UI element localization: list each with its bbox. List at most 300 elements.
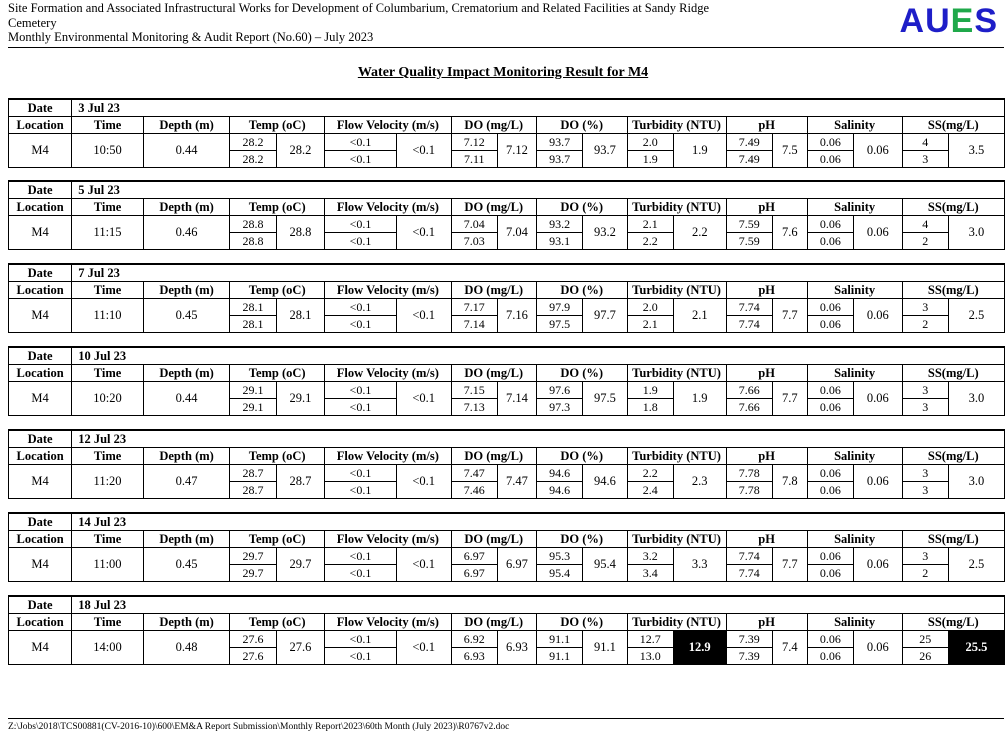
turb-average: 12.9 (673, 631, 726, 665)
time-value: 11:20 (72, 465, 144, 499)
flow-reading-1: <0.1 (325, 548, 397, 565)
ss-average: 2.5 (948, 299, 1004, 333)
monitoring-block (8, 98, 1005, 168)
do-pct-header: DO (%) (536, 614, 627, 631)
ss-reading-1: 3 (902, 299, 948, 316)
page-title: Water Quality Impact Monitoring Result for M4 (357, 65, 649, 80)
result-table (8, 180, 1005, 250)
temp-reading-2: 29.1 (230, 399, 276, 416)
temp-reading-2: 28.8 (230, 233, 276, 250)
ss-header: SS(mg/L) (902, 531, 1004, 548)
ss-reading-2: 26 (902, 648, 948, 665)
flow-reading-2: <0.1 (325, 565, 397, 582)
temp-reading-1: 28.8 (230, 216, 276, 233)
result-table (8, 429, 1005, 499)
depth-header: Depth (m) (143, 282, 229, 299)
do-mg-reading-2: 7.03 (451, 233, 497, 250)
do-mg-header: DO (mg/L) (451, 117, 536, 134)
do-pct-average: 97.7 (583, 299, 627, 333)
do-pct-reading-2: 97.3 (536, 399, 582, 416)
time-value: 11:15 (72, 216, 144, 250)
flow-reading-2: <0.1 (325, 648, 397, 665)
depth-value: 0.45 (143, 548, 229, 582)
date-value: 18 Jul 23 (72, 596, 1005, 614)
flow-header: Flow Velocity (m/s) (325, 117, 451, 134)
flow-average: <0.1 (396, 465, 451, 499)
flow-average: <0.1 (396, 382, 451, 416)
flow-header: Flow Velocity (m/s) (325, 282, 451, 299)
depth-header: Depth (m) (143, 117, 229, 134)
time-value: 10:50 (72, 134, 144, 168)
sal-average: 0.06 (854, 631, 902, 665)
ph-reading-1: 7.78 (726, 465, 772, 482)
turb-reading-2: 3.4 (627, 565, 673, 582)
do-mg-header: DO (mg/L) (451, 365, 536, 382)
depth-header: Depth (m) (143, 199, 229, 216)
ph-average: 7.7 (772, 299, 807, 333)
flow-header: Flow Velocity (m/s) (325, 448, 451, 465)
flow-reading-2: <0.1 (325, 399, 397, 416)
ph-average: 7.7 (772, 548, 807, 582)
aues-logo (900, 2, 998, 40)
location-header: Location (9, 117, 72, 134)
ph-reading-1: 7.74 (726, 299, 772, 316)
depth-value: 0.48 (143, 631, 229, 665)
temp-reading-1: 28.1 (230, 299, 276, 316)
depth-header: Depth (m) (143, 365, 229, 382)
flow-reading-1: <0.1 (325, 134, 397, 151)
ph-header: pH (726, 199, 807, 216)
depth-header: Depth (m) (143, 531, 229, 548)
ph-average: 7.6 (772, 216, 807, 250)
do-pct-reading-1: 94.6 (536, 465, 582, 482)
date-value: 5 Jul 23 (72, 181, 1005, 199)
ph-reading-2: 7.66 (726, 399, 772, 416)
result-table (8, 263, 1005, 333)
date-value: 14 Jul 23 (72, 513, 1005, 531)
do-pct-reading-1: 93.2 (536, 216, 582, 233)
ss-reading-2: 2 (902, 316, 948, 333)
do-mg-reading-1: 7.47 (451, 465, 497, 482)
sal-reading-2: 0.06 (807, 316, 853, 333)
ss-header: SS(mg/L) (902, 199, 1004, 216)
sal-reading-2: 0.06 (807, 565, 853, 582)
do-mg-average: 7.14 (497, 382, 536, 416)
flow-reading-2: <0.1 (325, 482, 397, 499)
turb-average: 1.9 (673, 382, 726, 416)
turb-reading-2: 2.4 (627, 482, 673, 499)
ph-header: pH (726, 531, 807, 548)
temp-average: 28.1 (276, 299, 324, 333)
do-mg-average: 6.93 (497, 631, 536, 665)
flow-reading-2: <0.1 (325, 316, 397, 333)
result-table (8, 595, 1005, 665)
report-header (8, 1, 868, 45)
ss-reading-1: 4 (902, 216, 948, 233)
date-label: Date (9, 513, 72, 531)
do-pct-average: 93.2 (583, 216, 627, 250)
do-pct-reading-1: 95.3 (536, 548, 582, 565)
time-header: Time (72, 614, 144, 631)
ph-reading-2: 7.78 (726, 482, 772, 499)
do-mg-reading-1: 7.17 (451, 299, 497, 316)
depth-value: 0.47 (143, 465, 229, 499)
date-label: Date (9, 99, 72, 117)
depth-value: 0.46 (143, 216, 229, 250)
location-value: M4 (9, 465, 72, 499)
do-mg-reading-1: 7.12 (451, 134, 497, 151)
sal-reading-1: 0.06 (807, 382, 853, 399)
do-pct-header: DO (%) (536, 365, 627, 382)
ph-reading-1: 7.59 (726, 216, 772, 233)
turb-average: 2.3 (673, 465, 726, 499)
time-header: Time (72, 365, 144, 382)
ss-reading-2: 3 (902, 482, 948, 499)
header-line-2: Cemetery (8, 15, 57, 30)
flow-reading-1: <0.1 (325, 465, 397, 482)
do-pct-average: 97.5 (583, 382, 627, 416)
sal-reading-1: 0.06 (807, 216, 853, 233)
do-pct-reading-1: 93.7 (536, 134, 582, 151)
ph-average: 7.5 (772, 134, 807, 168)
ss-header: SS(mg/L) (902, 614, 1004, 631)
header-divider (8, 47, 1004, 48)
temp-average: 28.7 (276, 465, 324, 499)
temp-average: 28.2 (276, 134, 324, 168)
turb-header: Turbidity (NTU) (627, 531, 726, 548)
ph-reading-2: 7.49 (726, 151, 772, 168)
temp-reading-1: 27.6 (230, 631, 276, 648)
do-mg-header: DO (mg/L) (451, 282, 536, 299)
temp-average: 29.7 (276, 548, 324, 582)
date-label: Date (9, 430, 72, 448)
date-value: 10 Jul 23 (72, 347, 1005, 365)
location-header: Location (9, 614, 72, 631)
time-value: 11:10 (72, 299, 144, 333)
sal-reading-1: 0.06 (807, 548, 853, 565)
ss-header: SS(mg/L) (902, 365, 1004, 382)
location-value: M4 (9, 216, 72, 250)
temp-header: Temp (oC) (230, 531, 325, 548)
date-value: 3 Jul 23 (72, 99, 1005, 117)
ss-header: SS(mg/L) (902, 117, 1004, 134)
flow-header: Flow Velocity (m/s) (325, 531, 451, 548)
depth-value: 0.44 (143, 134, 229, 168)
sal-average: 0.06 (854, 216, 902, 250)
sal-header: Salinity (807, 117, 902, 134)
do-mg-reading-2: 6.93 (451, 648, 497, 665)
location-value: M4 (9, 134, 72, 168)
turb-reading-1: 2.0 (627, 134, 673, 151)
do-pct-reading-2: 95.4 (536, 565, 582, 582)
flow-reading-1: <0.1 (325, 382, 397, 399)
do-mg-average: 7.12 (497, 134, 536, 168)
sal-reading-1: 0.06 (807, 299, 853, 316)
flow-average: <0.1 (396, 548, 451, 582)
do-pct-reading-2: 93.1 (536, 233, 582, 250)
location-value: M4 (9, 631, 72, 665)
turb-reading-2: 1.8 (627, 399, 673, 416)
do-pct-reading-1: 91.1 (536, 631, 582, 648)
do-pct-header: DO (%) (536, 282, 627, 299)
monitoring-block (8, 263, 1005, 333)
time-header: Time (72, 117, 144, 134)
turb-reading-1: 2.0 (627, 299, 673, 316)
turb-header: Turbidity (NTU) (627, 365, 726, 382)
temp-reading-2: 29.7 (230, 565, 276, 582)
flow-average: <0.1 (396, 216, 451, 250)
sal-average: 0.06 (854, 134, 902, 168)
ph-average: 7.4 (772, 631, 807, 665)
do-pct-header: DO (%) (536, 199, 627, 216)
turb-reading-2: 2.1 (627, 316, 673, 333)
sal-average: 0.06 (854, 465, 902, 499)
temp-average: 29.1 (276, 382, 324, 416)
ph-reading-2: 7.74 (726, 316, 772, 333)
turb-average: 2.1 (673, 299, 726, 333)
turb-average: 3.3 (673, 548, 726, 582)
location-header: Location (9, 282, 72, 299)
ph-reading-2: 7.59 (726, 233, 772, 250)
header-line-1: Site Formation and Associated Infrastructural Works for Development of Columbarium, Crematorium and Related Facilities at Sandy Ridge (8, 1, 710, 15)
ph-average: 7.8 (772, 465, 807, 499)
logo-part-au: AU (899, 2, 951, 40)
sal-reading-2: 0.06 (807, 151, 853, 168)
logo-part-e: E (950, 2, 975, 40)
time-header: Time (72, 199, 144, 216)
ss-header: SS(mg/L) (902, 282, 1004, 299)
turb-header: Turbidity (NTU) (627, 614, 726, 631)
location-value: M4 (9, 299, 72, 333)
turb-reading-1: 1.9 (627, 382, 673, 399)
do-pct-header: DO (%) (536, 531, 627, 548)
do-pct-average: 91.1 (583, 631, 627, 665)
ph-header: pH (726, 117, 807, 134)
temp-header: Temp (oC) (230, 365, 325, 382)
do-mg-header: DO (mg/L) (451, 531, 536, 548)
do-mg-header: DO (mg/L) (451, 199, 536, 216)
ss-reading-2: 3 (902, 151, 948, 168)
flow-header: Flow Velocity (m/s) (325, 365, 451, 382)
turb-header: Turbidity (NTU) (627, 448, 726, 465)
do-mg-average: 7.04 (497, 216, 536, 250)
ph-reading-1: 7.74 (726, 548, 772, 565)
turb-header: Turbidity (NTU) (627, 199, 726, 216)
temp-reading-2: 27.6 (230, 648, 276, 665)
do-pct-average: 93.7 (583, 134, 627, 168)
ph-reading-2: 7.39 (726, 648, 772, 665)
ss-reading-1: 3 (902, 465, 948, 482)
sal-reading-2: 0.06 (807, 399, 853, 416)
monitoring-block (8, 429, 1005, 499)
monitoring-block (8, 595, 1005, 665)
time-header: Time (72, 282, 144, 299)
flow-reading-1: <0.1 (325, 299, 397, 316)
monitoring-block (8, 346, 1005, 416)
header-line-3: Monthly Environmental Monitoring & Audit Report (No.60) – July 2023 (8, 30, 374, 44)
temp-reading-2: 28.7 (230, 482, 276, 499)
sal-reading-1: 0.06 (807, 134, 853, 151)
time-value: 10:20 (72, 382, 144, 416)
do-mg-reading-2: 7.46 (451, 482, 497, 499)
do-pct-header: DO (%) (536, 117, 627, 134)
turb-average: 1.9 (673, 134, 726, 168)
date-value: 12 Jul 23 (72, 430, 1005, 448)
ss-average: 3.5 (948, 134, 1004, 168)
do-pct-average: 95.4 (583, 548, 627, 582)
date-label: Date (9, 596, 72, 614)
time-header: Time (72, 531, 144, 548)
flow-average: <0.1 (396, 134, 451, 168)
do-mg-reading-1: 7.04 (451, 216, 497, 233)
sal-header: Salinity (807, 614, 902, 631)
sal-header: Salinity (807, 531, 902, 548)
turb-reading-2: 13.0 (627, 648, 673, 665)
ss-average: 3.0 (948, 382, 1004, 416)
do-mg-reading-2: 7.14 (451, 316, 497, 333)
ss-header: SS(mg/L) (902, 448, 1004, 465)
flow-reading-1: <0.1 (325, 216, 397, 233)
result-table (8, 346, 1005, 416)
temp-average: 27.6 (276, 631, 324, 665)
turb-reading-1: 3.2 (627, 548, 673, 565)
ss-reading-1: 4 (902, 134, 948, 151)
location-value: M4 (9, 548, 72, 582)
sal-average: 0.06 (854, 548, 902, 582)
do-pct-reading-1: 97.9 (536, 299, 582, 316)
ss-reading-2: 2 (902, 233, 948, 250)
flow-average: <0.1 (396, 631, 451, 665)
depth-value: 0.44 (143, 382, 229, 416)
ph-reading-1: 7.66 (726, 382, 772, 399)
date-label: Date (9, 347, 72, 365)
do-mg-header: DO (mg/L) (451, 614, 536, 631)
do-mg-reading-2: 6.97 (451, 565, 497, 582)
do-mg-header: DO (mg/L) (451, 448, 536, 465)
time-value: 14:00 (72, 631, 144, 665)
do-pct-reading-2: 91.1 (536, 648, 582, 665)
logo-part-s: S (974, 2, 998, 40)
ss-reading-2: 3 (902, 399, 948, 416)
do-mg-average: 7.47 (497, 465, 536, 499)
ss-reading-1: 25 (902, 631, 948, 648)
do-mg-reading-1: 7.15 (451, 382, 497, 399)
sal-header: Salinity (807, 448, 902, 465)
location-value: M4 (9, 382, 72, 416)
temp-reading-2: 28.2 (230, 151, 276, 168)
sal-header: Salinity (807, 365, 902, 382)
ss-average: 2.5 (948, 548, 1004, 582)
monitoring-block (8, 180, 1005, 250)
do-mg-reading-1: 6.92 (451, 631, 497, 648)
sal-header: Salinity (807, 199, 902, 216)
do-pct-header: DO (%) (536, 448, 627, 465)
time-value: 11:00 (72, 548, 144, 582)
temp-header: Temp (oC) (230, 282, 325, 299)
temp-reading-1: 28.2 (230, 134, 276, 151)
sal-reading-1: 0.06 (807, 465, 853, 482)
monitoring-block (8, 512, 1005, 582)
turb-reading-1: 12.7 (627, 631, 673, 648)
turb-reading-1: 2.1 (627, 216, 673, 233)
temp-average: 28.8 (276, 216, 324, 250)
temp-header: Temp (oC) (230, 614, 325, 631)
do-mg-reading-2: 7.13 (451, 399, 497, 416)
sal-reading-2: 0.06 (807, 648, 853, 665)
turb-reading-2: 1.9 (627, 151, 673, 168)
sal-average: 0.06 (854, 382, 902, 416)
sal-reading-1: 0.06 (807, 631, 853, 648)
file-path-footer: Z:\Jobs\2018\TCS00881(CV-2016-10)\600\EM&A Report Submission\Monthly Report\2023\60th Month (July 2023)\R0767v2.doc (8, 722, 510, 732)
do-pct-reading-1: 97.6 (536, 382, 582, 399)
ph-header: pH (726, 448, 807, 465)
result-table (8, 512, 1005, 582)
time-header: Time (72, 448, 144, 465)
do-pct-average: 94.6 (583, 465, 627, 499)
temp-reading-2: 28.1 (230, 316, 276, 333)
temp-reading-1: 28.7 (230, 465, 276, 482)
location-header: Location (9, 448, 72, 465)
turb-reading-2: 2.2 (627, 233, 673, 250)
ph-header: pH (726, 365, 807, 382)
flow-reading-2: <0.1 (325, 151, 397, 168)
ss-reading-2: 2 (902, 565, 948, 582)
sal-reading-2: 0.06 (807, 482, 853, 499)
temp-header: Temp (oC) (230, 448, 325, 465)
turb-reading-1: 2.2 (627, 465, 673, 482)
turb-header: Turbidity (NTU) (627, 282, 726, 299)
do-mg-average: 6.97 (497, 548, 536, 582)
depth-header: Depth (m) (143, 614, 229, 631)
do-mg-reading-2: 7.11 (451, 151, 497, 168)
location-header: Location (9, 365, 72, 382)
ss-average: 3.0 (948, 216, 1004, 250)
flow-header: Flow Velocity (m/s) (325, 614, 451, 631)
temp-header: Temp (oC) (230, 117, 325, 134)
depth-header: Depth (m) (143, 448, 229, 465)
ss-average: 25.5 (948, 631, 1004, 665)
ss-average: 3.0 (948, 465, 1004, 499)
date-label: Date (9, 264, 72, 282)
flow-reading-2: <0.1 (325, 233, 397, 250)
do-pct-reading-2: 97.5 (536, 316, 582, 333)
flow-reading-1: <0.1 (325, 631, 397, 648)
temp-reading-1: 29.1 (230, 382, 276, 399)
ss-reading-1: 3 (902, 548, 948, 565)
ph-reading-1: 7.49 (726, 134, 772, 151)
turb-average: 2.2 (673, 216, 726, 250)
do-mg-average: 7.16 (497, 299, 536, 333)
do-mg-reading-1: 6.97 (451, 548, 497, 565)
footer-divider (8, 718, 1004, 719)
depth-value: 0.45 (143, 299, 229, 333)
ph-reading-1: 7.39 (726, 631, 772, 648)
ss-reading-1: 3 (902, 382, 948, 399)
sal-average: 0.06 (854, 299, 902, 333)
do-pct-reading-2: 94.6 (536, 482, 582, 499)
ph-header: pH (726, 614, 807, 631)
location-header: Location (9, 199, 72, 216)
flow-average: <0.1 (396, 299, 451, 333)
sal-reading-2: 0.06 (807, 233, 853, 250)
ph-average: 7.7 (772, 382, 807, 416)
result-table (8, 98, 1005, 168)
flow-header: Flow Velocity (m/s) (325, 199, 451, 216)
temp-reading-1: 29.7 (230, 548, 276, 565)
turb-header: Turbidity (NTU) (627, 117, 726, 134)
ph-header: pH (726, 282, 807, 299)
ph-reading-2: 7.74 (726, 565, 772, 582)
